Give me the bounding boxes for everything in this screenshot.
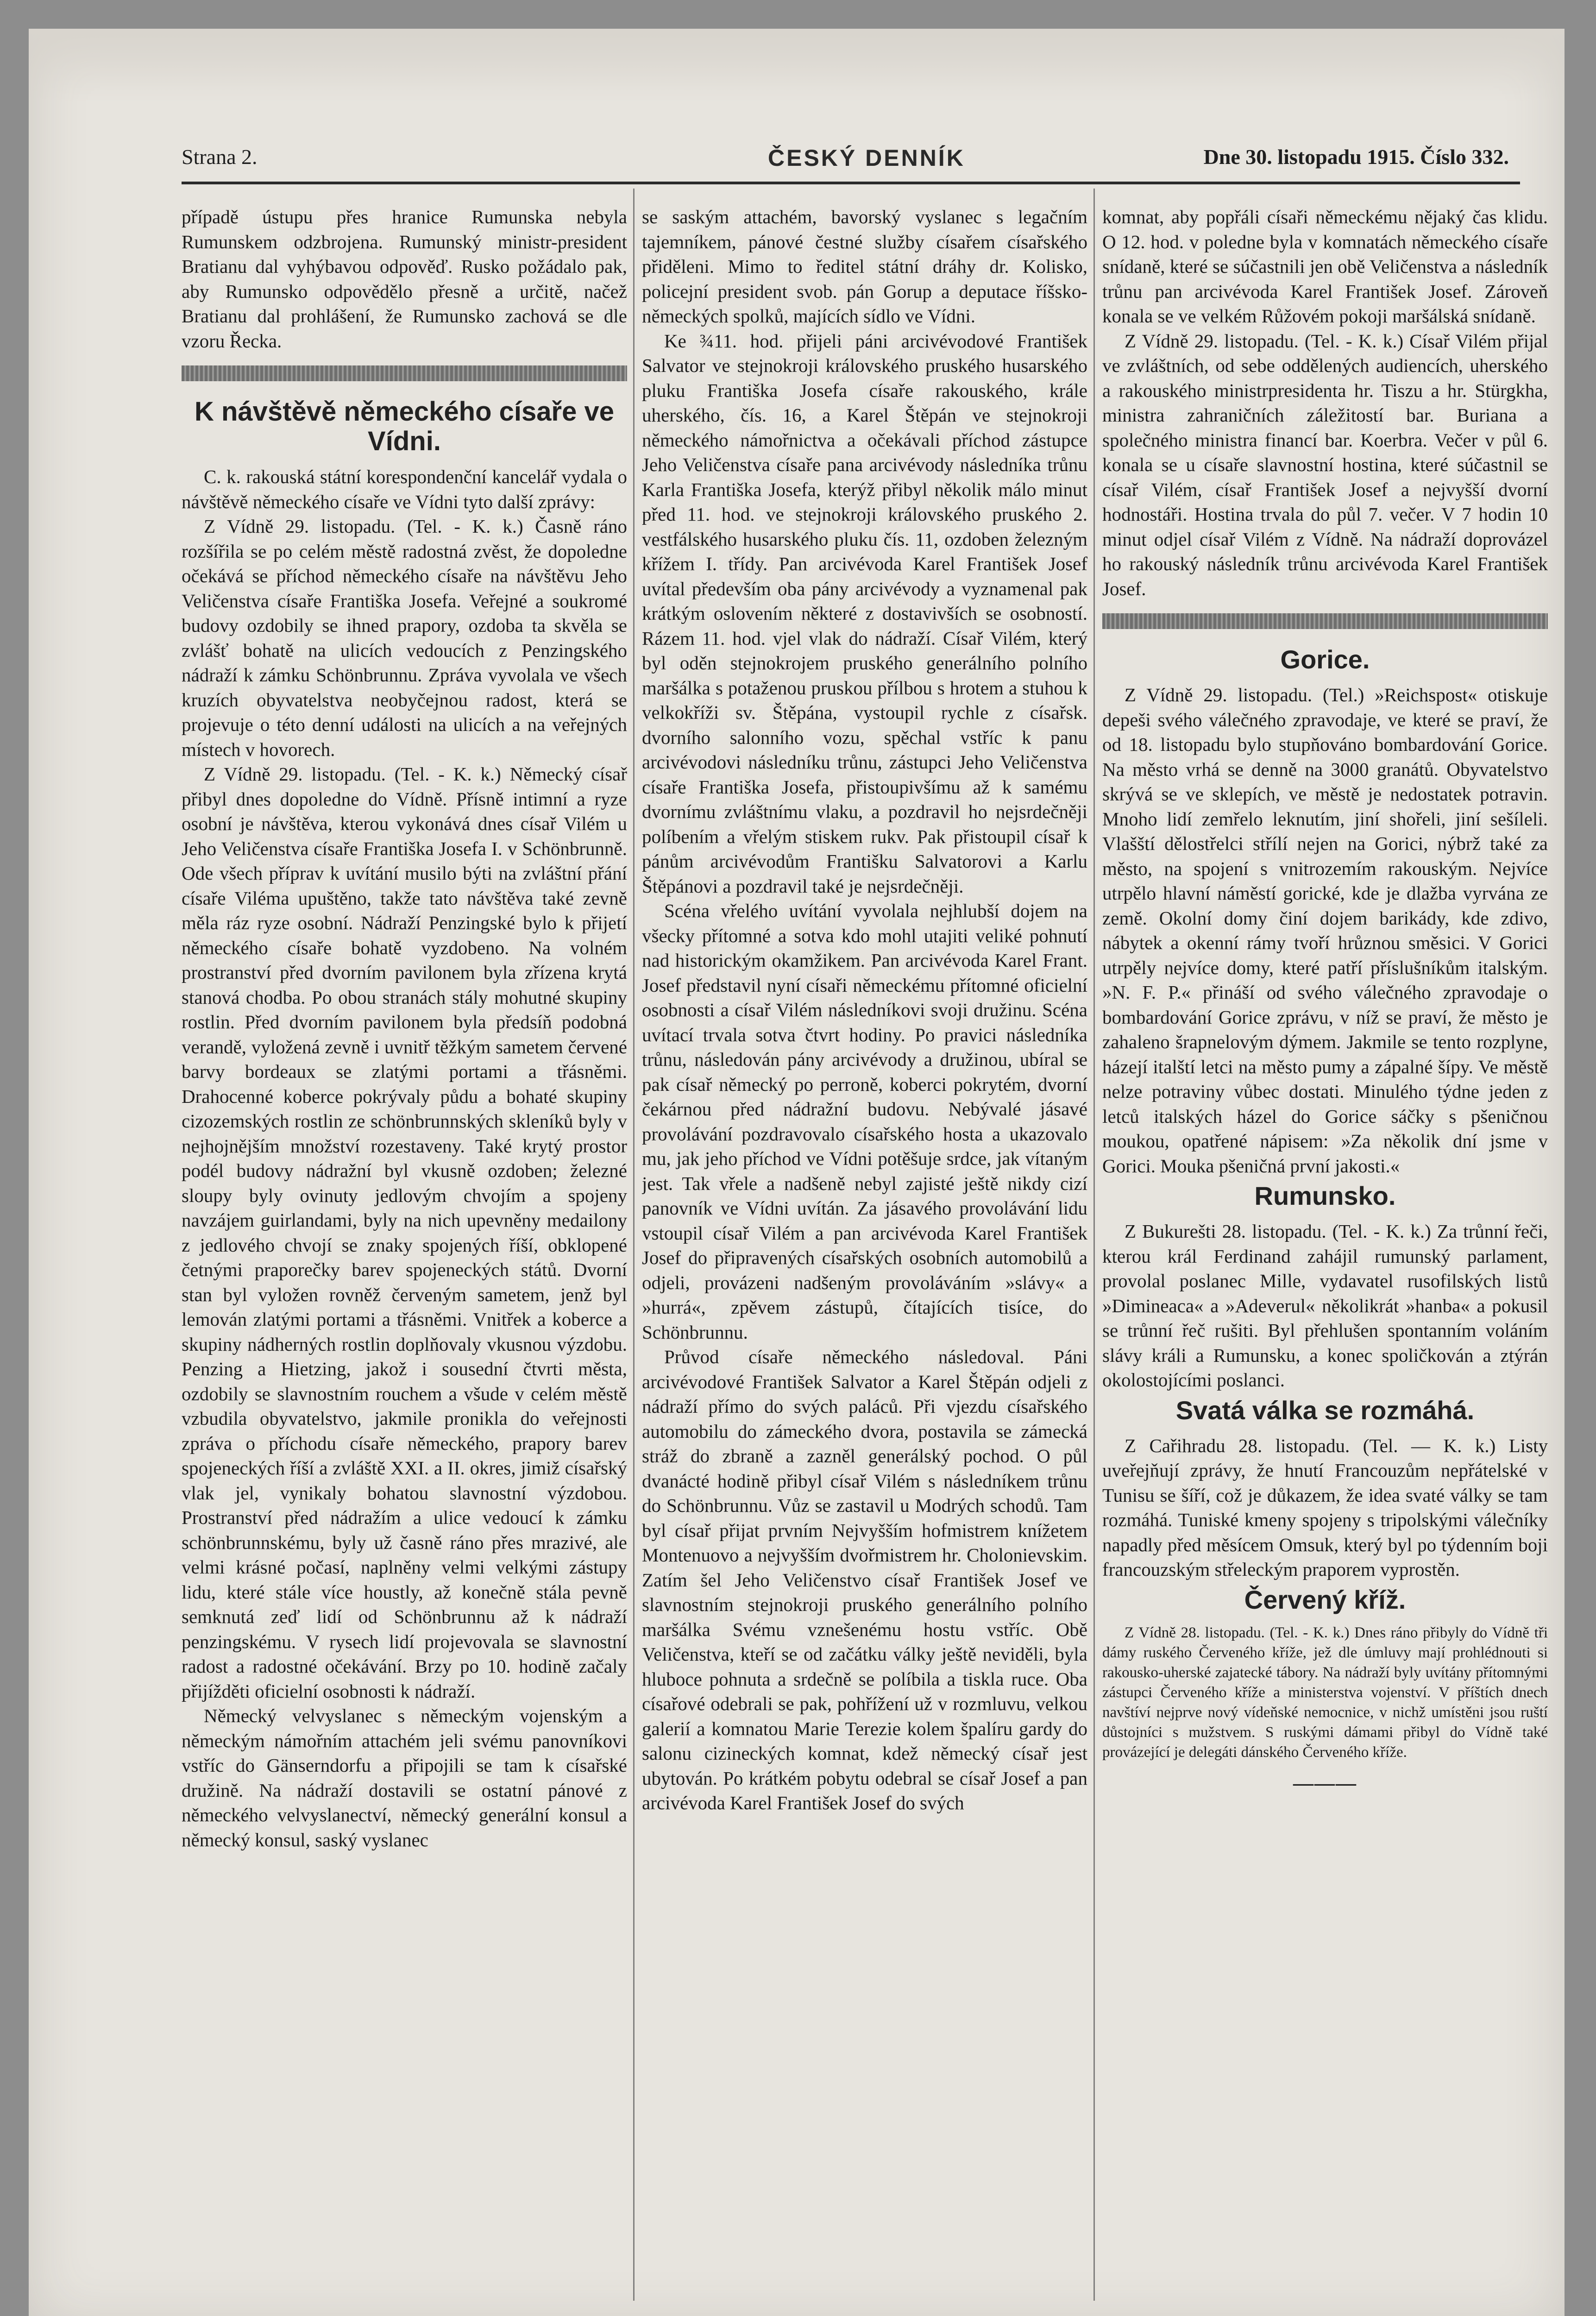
section-heading-gorice: Gorice.: [1280, 645, 1370, 674]
paragraph: Z Cařihradu 28. listopadu. (Tel. — K. k.) Listy uveřejňují zprávy, že hnutí Francouzům nepřátelské v Tunisu se šíří, což je důkazem, že idea svaté války se tam rozmáhá. Tuniské kmeny spojeny s tripolskými válečníky napadly před měsícem Omsuk, který byl po týdenním boji francouzským střeleckým praporem vyprostěn.: [1102, 1435, 1548, 1580]
paragraph: Z Vídně 29. listopadu. (Tel. - K. k.) Císař Vilém přijal ve zvláštních, od sebe oddělených audiencích, uherského a rakouského ministrpresidenta hr. Tiszu a hr. Stürgkha, ministra zahraničních záležitostí bar. Buriana a společného ministra financí bar. Koerbra. Večer v půl 6. konala se u císaře slavnostní hostina, které súčastnil se císař Vilém, císař František Josef a nejvyšší dvorní hodnostáři. Hostina trvala do půl 7. večer. V 7 hodin 10 minut odjel císař Vilém z Vídně. Na nádraží doprovázel ho rakouský následník trůnu arcivévoda Karel František Josef.: [1102, 330, 1548, 599]
column-1: [182, 205, 627, 2298]
newspaper-title: ČESKÝ DENNÍK: [768, 145, 965, 171]
paragraph: Scéna vřelého uvítání vyvolala nejhlubší dojem na všecky přítomné a sotva kdo mohl utajiti veliké pohnutí nad historickým okamžikem. Pan arcivévoda Karel Frant. Josef představil nyní císaři německému přítomné oficielní osobnosti a císař Vilém následníkovi svoji družinu. Scéna uvítací trvala sotva čtvrt hodiny. Po pravici následníka trůnu, následován pány arcivévody a družinou, ubíral se pak císař německý po perroně, koberci pokrytém, dvorní čekárnou před nádražní budovu. Nebývalé jásavé provolávání pozdravovalo císařského hosta a ukazovalo mu, jak jeho příchod ve Vídni potěšuje srdce, jak vítaným jest. Tak vřele a nadšeně nebyl zajisté ještě nikdy cizí panovník ve Vídni uvítán. Za jásavého provolávání lidu vstoupil císař Vilém a pan arcivévoda Karel František Josef do připravených císařských osobních automobilů a odjeli, provázeni nadšeným provoláváním »slávy« a »hurrá«, zpěvem zástupů, čítajících tisíce, do Schönbrunnu.: [642, 900, 1087, 1343]
paragraph: C. k. rakouská státní korespondenční kancelář vydala o návštěvě německého císaře ve Vídni tyto další zprávy:: [182, 466, 627, 512]
column-3: [1102, 205, 1548, 2298]
paragraph: se saským attachém, bavorský vyslanec s legačním tajemníkem, pánové čestné služby císařem císařského přiděleni. Mimo to ředitel státní dráhy dr. Kolisko, policejní president svob. pán Gorup a deputace říšsko-německých spolků, majících sídlo ve Vídni.: [642, 206, 1087, 327]
newspaper-page: [29, 29, 1565, 2316]
header-rule: [182, 182, 1520, 184]
section-heading-rumunsko: Rumunsko.: [1254, 1181, 1396, 1210]
section-heading-svata-valka: Svatá válka se rozmáhá.: [1175, 1395, 1475, 1425]
paragraph: Z Bukurešti 28. listopadu. (Tel. - K. k.) Za trůnní řeči, kterou král Ferdinand zahájil rumunský parlament, provolal poslanec Mille, vydavatel rusofilských listů »Dimineaca« a »Adeverul« několikrát »hanba« a pokusil se trůnní řeč rušiti. Byl přehlušen spontanním voláním slávy králi a Rumunsku, a konec spoličkován a ztýrán okolostojícími poslanci.: [1102, 1221, 1548, 1391]
section-heading-cerveny-kriz: Červený kříž.: [1244, 1585, 1406, 1614]
article-continuation: případě ústupu přes hranice Rumunska nebyla Rumunskem odzbrojena. Rumunský ministr-president Bratianu dal vyhýbavou odpověď. Rusko požádalo pak, aby Rumunsko odpovědělo přesně a určitě, načež Bratianu dal prohlášení, že Rumunsko zachová se dle vzoru Řecka.: [182, 206, 627, 352]
column-divider: [1093, 189, 1095, 2301]
column-divider: [633, 189, 635, 2301]
paragraph: Z Vídně 28. listopadu. (Tel. - K. k.) Dnes ráno přibyly do Vídně tři dámy ruského Červeného kříže, jež dle úmluvy mají prohlédnouti si rakousko-uherské zajatecké tábory. Na nádraží byly uvítány přítomnými zástupci Červeného kříže a ministerstva vojenství. V příštích dnech navštíví nejprve nový vídeňské nemocnice, v nichž umístěni jsou ruští důstojníci s mužstvem. S ruskými dámami přibyl do Vídně také provázející je delegáti dánského Červeného kříže.: [1102, 1624, 1548, 1761]
article-heading: K návštěvě německého císaře ve Vídni.: [195, 396, 614, 456]
paragraph: komnat, aby popřáli císaři německému nějaký čas klidu. O 12. hod. v poledne byla v komnatách německého císaře snídaně, které se súčastnili jen obě Veličenstva a následník trůnu pan arcivévoda Karel František Josef. Zároveň konala se ve velkém Růžovém pokoji maršálská snídaně.: [1102, 206, 1548, 327]
paragraph: Německý velvyslanec s německým vojenským a německým námořním attachém jeli svému panovníkovi vstříc do Gänserndorfu a připojili se tam k císařské družině. Na nádraží dostavili se ostatní pánové z německého velvyslanectví, německý generální konsul a německý konsul, saský vyslanec: [182, 1705, 627, 1850]
page-number: Strana 2.: [182, 145, 258, 169]
paragraph: Průvod císaře německého následoval. Páni arcivévodové František Salvator a Karel Štěpán odjeli z nádraží přímo do svých paláců. Při vjezdu císařského automobilu do zámeckého dvora, postavila se zámecká stráž do zbraně a zazněl generálský pochod. O půl dvanácté hodině přibyl císař Vilém s následníkem trůnu do Schönbrunnu. Vůz se zastavil u Modrých schodů. Tam byl císař přijat prvním Nejvyšším hofmistrem knížetem Montenuovo a nejvyšším dvořmistrem hr. Cholonievskim. Zatím šel Jeho Veličenstvo císař František Josef ve slavnostním stejnokroji pruského generálního polního maršálka Svému vznešenému hostu vstříc. Obě Veličenstva, kteří se od začátku války ještě neviděli, byla hluboce pohnuta a srdečně se políbila a tiskla ruce. Oba císařové odebrali se pak, pohřížení už v rozmluvu, velkou galerií a komnatou Marie Terezie kolem špalíru gardy do salonu cizineckých komnat, kdež německý císař jest ubytován. Po krátkém pobytu odebral se císař Josef a pan arcivévoda Karel František Josef do svých: [642, 1346, 1087, 1813]
section-separator: [182, 365, 627, 381]
paragraph: Z Vídně 29. listopadu. (Tel. - K. k.) Německý císař přibyl dnes dopoledne do Vídně. Přísně intimní a ryze osobní je návštěva, kterou vykonává dnes císař Vilém u Jeho Veličenstva císaře Františka Josefa I. v Schönbrunně. Ode všech příprav k uvítání musilo býti na zvláštní přání císaře Viléma upuštěno, takže tato návštěva také zevně měla ráz ryze osobní. Nádraží Penzingské bylo k přijetí německého císaře bohatě vyzdobeno. Na volném prostranství před dvorním pavilonem byla zřízena krytá stanová chodba. Po obou stranách stály mohutné skupiny rostlin. Před dvorním pavilonem byla předsíň podobná verandě, vyložená zevně i uvnitř těžkým sametem červené barvy bordeaux se zlatými portami a třásněmi. Drahocenné koberce pokrývaly půdu a bohaté skupiny cizozemských rostlin ze schönbrunnských skleníků byly v nejhojnějším množství rozestaveny. Také krytý prostor podél budovy nádražní byl vkusně ozdoben; železné sloupy byly ovinuty jedlovým chvojím a spojeny navzájem guirlandami, byly na nich upevněny medailony z jedlového chvojí se znaky spojených říší, obklopené četnými praporečky barev spojeneckých států. Dvorní stan byl vyložen rovněž červeným sametem, jenž byl lemován zlatými portami a třásněmi. Vnitřek a koberce a skupiny nádherných rostlin doplňovaly vkusnou výzdobu. Penzing a Hietzing, jakož i sousední čtvrti města, ozdobily se slavnostním rouchem a všude v celém městě vzbudila obyvatelstvo, jakmile pronikla do veřejnosti zpráva o příchodu císaře německého, prapory barev spojeneckých říší a zvláště XXI. a II. okres, jimiž císařský vlak jel, vynikaly bohatou slavnostní výzdobou. Prostranství před nádražím a ulice vedoucí k zámku schönbrunnskému, byly už časně ráno přes mrazivé, ale velmi krásné počasí, naplněny velmi velkými zástupy lidu, které stále více houstly, až konečně stála pevně semknutá zeď lidí od Schönbrunnu až k nádraží penzingskému. V rysech lidí projevovala se slavnostní radost a radostné očekávání. Brzy po 10. hodině začaly přijížděti oficielní osobnosti k nádraží.: [182, 763, 627, 1702]
column-2: [642, 205, 1087, 2298]
issue-date: Dne 30. listopadu 1915. Číslo 332.: [1203, 145, 1509, 169]
paragraph: Ke ¾11. hod. přijeli páni arcivévodové František Salvator ve stejnokroji královského pruského husarského pluku Františka Josefa císaře rakouského, krále uherského, čís. 16, a Karel Štěpán ve stejnokroji německého námořnictva a očekávali příchod zástupce Jeho Veličenstva císaře pana arcivévody následníka trůnu Karla Františka Josefa, kterýž přibyl několik málo minut před 11. hod. ve stejnokroji královského pruského 2. vestfálského husarského pluku čís. 11, ozdoben železným křížem I. třídy. Pan arcivévoda Karel František Josef uvítal především oba pány arcivévody a vyznamenal pak krátkým oslovením některé z dostavivších se osobností. Rázem 11. hod. vjel vlak do nádraží. Císař Vilém, který byl oděn stejnokrojem pruského generálního polního maršálka s potaženou pruskou přílbou s hrotem a stuhou k velkokříži sv. Štěpána, vystoupil rychle z císařsk. dvorního salonního vozu, spěchal vstříc k panu arcivévodovi následníku trůnu, zástupci Jeho Veličenstva císaře Františka Josefa, přistoupivšímu až k samému dvornímu zvláštnímu vlaku, a pozdravil ho nejsrdečněji políbením a vřelým stiskem rukv. Pak přistoupil císař k pánům arcivévodům Františku Salvatorovi a Karlu Štěpánovi a pozdravil také je nejsrdečněji.: [642, 330, 1087, 897]
paragraph: Z Vídně 29. listopadu. (Tel. - K. k.) Časně ráno rozšířila se po celém městě radostná zvěst, že dopoledne očekává se příchod německého císaře na návštěvu Jeho Veličenstva císaře Františka Josefa. Veřejné a soukromé budovy ozdobily se ihned prapory, ozdoba ta skvěla se zvlášť bohatě na ulicích vedoucích z Penzingského nádraží k zámku Schönbrunnu. Zpráva vyvolala ve všech kruzích obyvatelstva neobyčejnou radost, která se projevuje o této denní události na ulicích a na veřejných místech v hovorech.: [182, 516, 627, 760]
section-separator: [1102, 613, 1548, 629]
end-mark: ———: [1293, 1771, 1357, 1794]
page-header: [182, 139, 1509, 181]
paragraph: Z Vídně 29. listopadu. (Tel.) »Reichspost« otiskuje depeši svého válečného zpravodaje, ve které se praví, že od 18. listopadu bylo stupňováno bombardování Gorice. Na město vrhá se denně na 3000 granátů. Obyvatelstvo skrývá se ve sklepích, ve městě je nedostatek potravin. Mnoho lidí zemřelo leknutím, jiní shořeli, jiní sešíleli. Vlašští dělostřelci střílí nejen na Gorici, nýbrž také za město, na spojení s vnitrozemím rakouským. Nejvíce utrpělo hlavní náměstí gorické, kde je dlažba vyrvána ze země. Okolní domy činí dojem barikády, kde zdivo, nábytek a okenní rámy tvoří hrůznou směsici. V Gorici utrpěly nejvíce domy, které patří příslušníkům italským. »N. F. P.« přináší od svého válečného zpravodaje o bombardování Gorice zprávu, v níž se praví, že město je zahaleno šrapnelovým dýmem. Jakmile se tento rozplyne, házejí italští letci na město pumy a zápalné šípy. Ve městě nelze potraviny vůbec dostati. Minulého týdne jeden z letců italských házel do Gorice sáčky s pšeničnou moukou, opatřené nápisem: »Za několik dní jsme v Gorici. Mouka pšeničná první jakosti.«: [1102, 684, 1548, 1177]
